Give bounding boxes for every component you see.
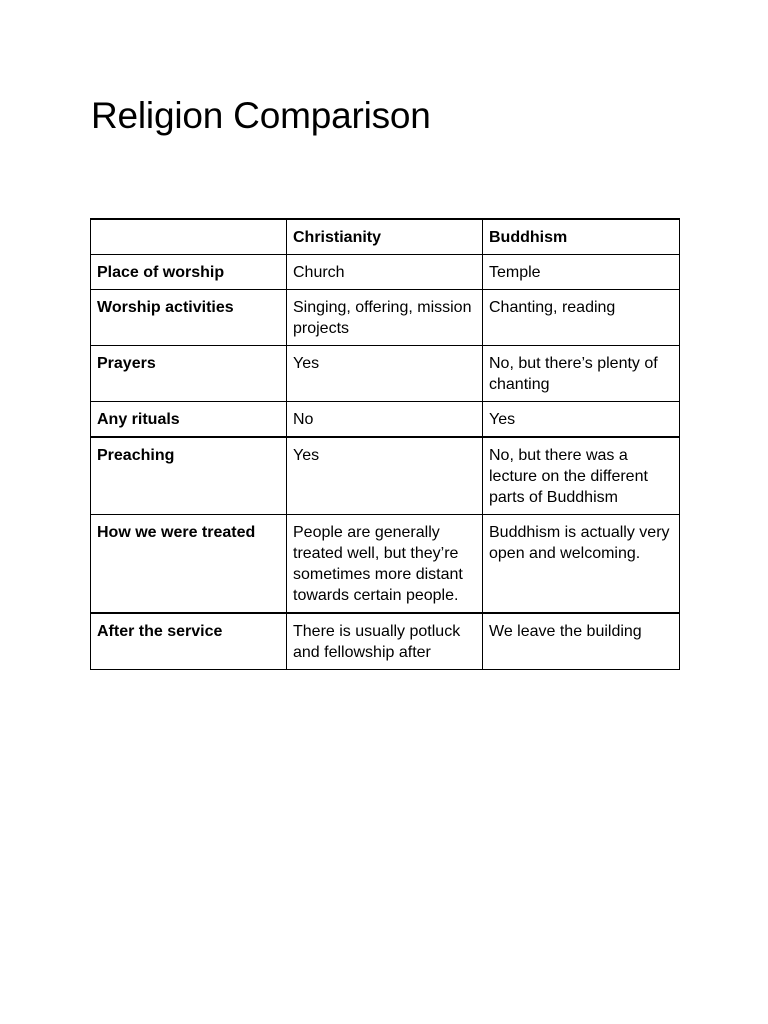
header-cell-christianity: Christianity [287,219,483,255]
cell-christianity: People are generally treated well, but they’re sometimes more distant towards certain people. [287,515,483,614]
table-row-preaching [91,437,680,515]
cell-buddhism: No, but there was a lecture on the different parts of Buddhism [483,437,680,515]
table-row-how-we-were-treated [91,515,680,614]
cell-christianity: Yes [287,346,483,402]
table-row-place-of-worship [91,255,680,290]
cell-buddhism: Chanting, reading [483,290,680,346]
cell-christianity: Yes [287,437,483,515]
cell-buddhism: Temple [483,255,680,290]
table-row-worship-activities [91,290,680,346]
cell-christianity: Singing, offering, mission projects [287,290,483,346]
row-label: Any rituals [91,402,287,438]
row-label: Worship activities [91,290,287,346]
table-header-row [91,219,680,255]
row-label: Prayers [91,346,287,402]
cell-buddhism: Yes [483,402,680,438]
table-row-prayers [91,346,680,402]
header-cell-empty [91,219,287,255]
cell-buddhism: We leave the building [483,613,680,670]
row-label: Place of worship [91,255,287,290]
cell-christianity: There is usually potluck and fellowship after [287,613,483,670]
cell-buddhism: Buddhism is actually very open and welcoming. [483,515,680,614]
header-cell-buddhism: Buddhism [483,219,680,255]
row-label: After the service [91,613,287,670]
page-title: Religion Comparison [91,95,431,136]
table-row-any-rituals [91,402,680,438]
cell-christianity: Church [287,255,483,290]
row-label: Preaching [91,437,287,515]
cell-buddhism: No, but there’s plenty of chanting [483,346,680,402]
comparison-table [90,218,680,670]
row-label: How we were treated [91,515,287,614]
table-row-after-the-service [91,613,680,670]
cell-christianity: No [287,402,483,438]
